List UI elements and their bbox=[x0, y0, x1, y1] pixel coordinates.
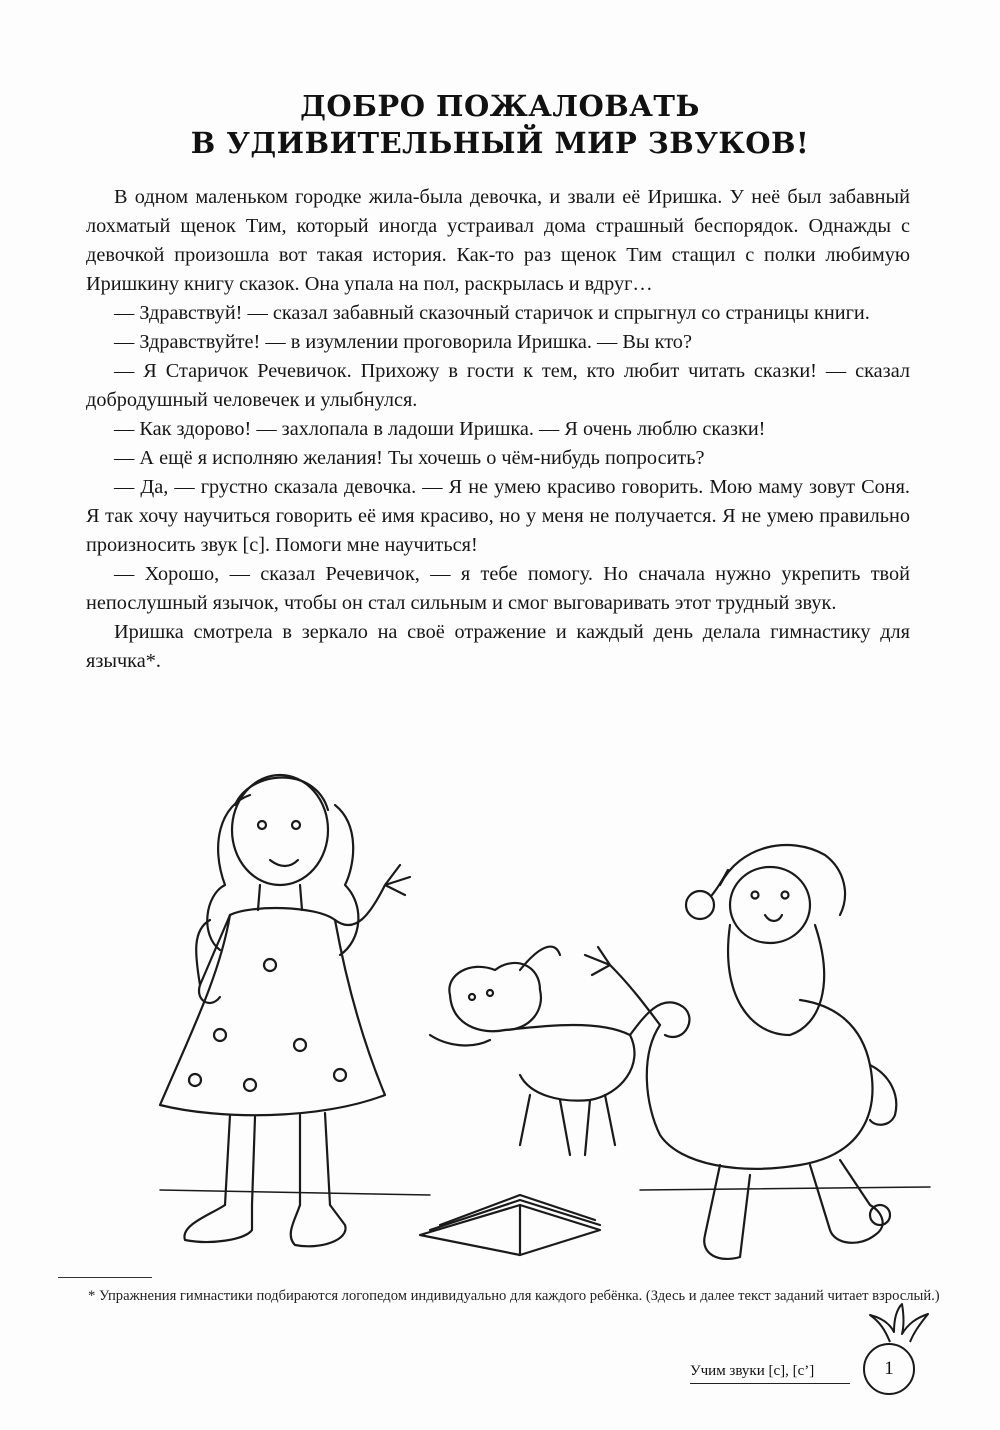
story-paragraph: — Я Старичок Речевичок. Прихожу в гости к тем, кто любит читать сказки! — сказал добродушный человечек и улыбнулся. bbox=[86, 360, 910, 411]
footnote-text: * Упражнения гимнастики подбираются логопедом индивидуально для каждого ребёнка. (Здесь и далее текст заданий читает взрослый.) bbox=[88, 1288, 940, 1304]
puppy-figure bbox=[430, 947, 689, 1155]
title-line-2: В УДИВИТЕЛЬНЫЙ МИР ЗВУКОВ! bbox=[190, 126, 810, 160]
story-paragraph: — Здравствуйте! — в изумлении проговорила Иришка. — Вы кто? bbox=[114, 331, 692, 353]
story-paragraph: Иришка смотрела в зеркало на своё отражение и каждый день делала гимнастику для язычка*. bbox=[86, 621, 910, 672]
footnote bbox=[58, 1285, 940, 1307]
old-man-figure bbox=[585, 845, 896, 1259]
story-paragraph: — Хорошо, — сказал Речевичок, — я тебе помогу. Но сначала нужно укрепить твой непослушный язычок, чтобы он стал сильным и смог выговаривать этот трудный звук. bbox=[86, 563, 910, 614]
story-paragraph: — Да, — грустно сказала девочка. — Я не умею красиво говорить. Мою маму зовут Соня. Я так хочу научиться говорить её имя красиво, но у меня не получается. Я не умею правильно произносить звук [с]. Помоги мне научиться! bbox=[86, 476, 910, 556]
footer-section-label: Учим звуки [с], [с’] bbox=[690, 1363, 850, 1384]
story-text bbox=[86, 183, 910, 676]
title-line-1: ДОБРО ПОЖАЛОВАТЬ bbox=[300, 89, 700, 123]
open-book bbox=[420, 1195, 600, 1255]
story-illustration bbox=[100, 735, 960, 1270]
page-number: 1 bbox=[884, 1358, 894, 1379]
girl-figure bbox=[160, 775, 410, 1246]
story-paragraph: — Здравствуй! — сказал забавный сказочный старичок и спрыгнул со страницы книги. bbox=[114, 302, 870, 324]
footnote-rule bbox=[58, 1277, 152, 1278]
story-paragraph: В одном маленьком городке жила-была девочка, и звали её Иришка. У неё был забавный лохматый щенок Тим, который иногда устраивал дома страшный беспорядок. Однажды с девочкой произошла вот такая история. Как-то раз щенок Тим стащил с полки любимую Иришкину книгу сказок. Она упала на пол, раскрылась и вдруг… bbox=[86, 186, 910, 295]
story-paragraph: — А ещё я исполняю желания! Ты хочешь о чём-нибудь попросить? bbox=[114, 447, 705, 469]
page-title bbox=[100, 88, 900, 162]
story-paragraph: — Как здорово! — захлопала в ладоши Иришка. — Я очень люблю сказки! bbox=[114, 418, 766, 440]
